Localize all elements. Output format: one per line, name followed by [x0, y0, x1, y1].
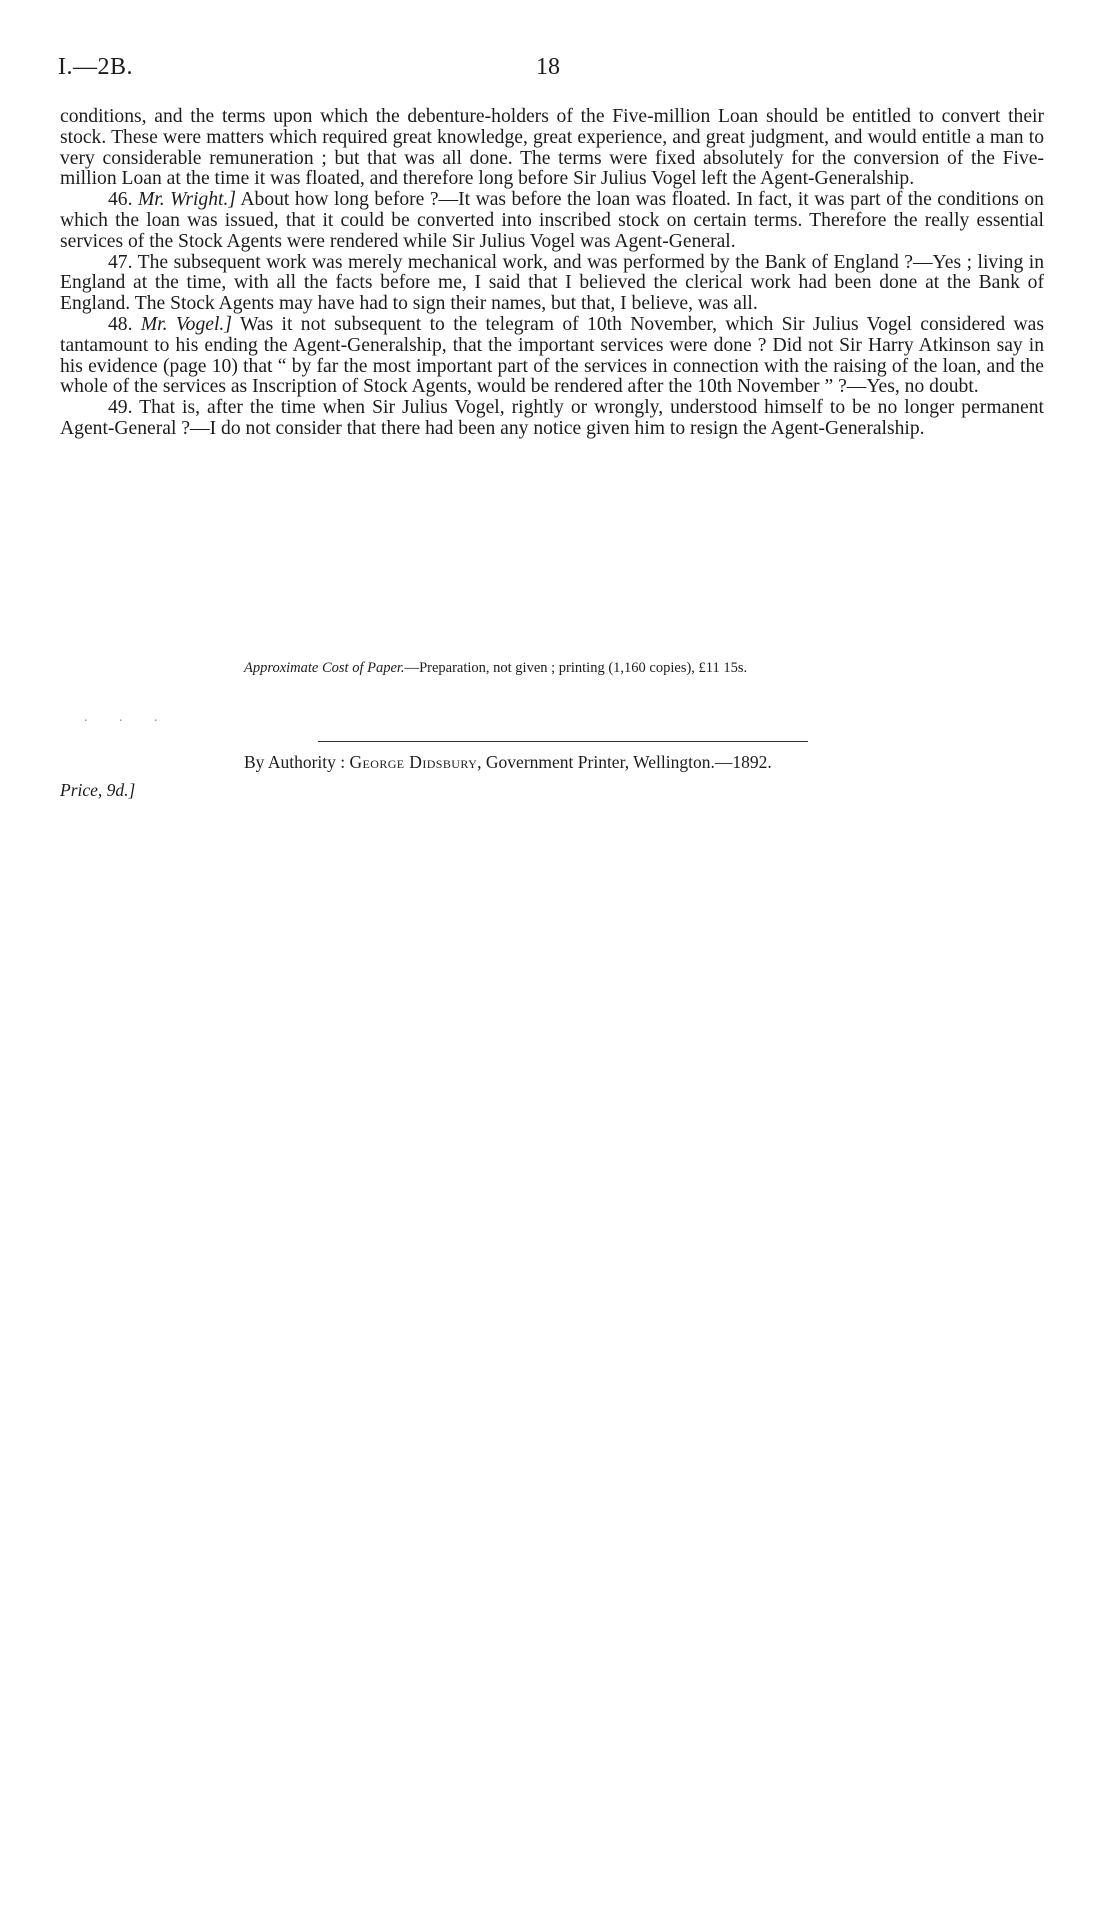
speaker-label: Mr. Vogel.] [140, 313, 232, 335]
paragraph-number: 49. [108, 397, 133, 419]
paragraph-text: conditions, and the terms upon which the debenture-holders of the Five-million Loan should be entitled to convert their stock. These were matters which required great knowledge, great experience, and great judgment, and would entitle a man to very considerable remuneration ; but that was all done. The terms were fixed absolutely for the conversion of the Five-million Loan at the time it was floated, and therefore long before Sir Julius Vogel left the Agent-Generalship. [60, 106, 1044, 190]
footer-divider [318, 741, 808, 742]
paragraph-48 [60, 315, 1044, 398]
paragraph-number: 46. [108, 189, 133, 211]
paragraph-number: 47. [108, 251, 133, 273]
page-header [58, 54, 1048, 88]
cost-of-paper-note [244, 660, 944, 677]
paragraph-text: That is, after the time when Sir Julius Vogel, rightly or wrongly, understood himself to be no longer permanent Agent-General ?—I do not consider that there had been any notice given him to resign the Agent-Generalship. [60, 397, 1044, 439]
paragraph-continuation [60, 107, 1044, 190]
paragraph-49 [60, 398, 1044, 440]
authority-prefix: By Authority : [244, 752, 350, 772]
cost-text: —Preparation, not given ; printing (1,160 copies), £11 15s. [404, 660, 748, 676]
paragraph-text: About how long before ?—It was before the loan was floated. In fact, it was part of the conditions on which the loan was issued, that it could be converted into inscribed stock on certain terms. Therefore the really essential services of the Stock Agents were rendered while Sir Julius Vogel was Agent-General. [60, 189, 1044, 252]
speaker-label: Mr. Wright.] [137, 189, 236, 211]
printer-authority [244, 752, 772, 773]
cost-label: Approximate Cost of Paper. [244, 660, 405, 676]
paragraph-46 [60, 190, 1044, 252]
printer-name: George Didsbury [349, 752, 478, 772]
page-number: 18 [536, 54, 560, 80]
body-text [60, 107, 1044, 440]
paragraph-text: Was it not subsequent to the telegram of 10th November, which Sir Julius Vogel considered was tantamount to his ending the Agent-Generalship, that the important services were done ? Did not Sir Harry Atkinson say in his evidence (page 10) that “ by far the most important part of the services in connection with the raising of the loan, and the whole of the services as Inscription of Stock Agents, would be rendered after the 10th November ” ?—Yes, no doubt. [60, 313, 1044, 398]
document-reference: I.—2B. [58, 54, 133, 80]
paragraph-number: 48. [108, 313, 133, 335]
price-label: Price, 9d.] [60, 780, 136, 800]
stray-marks: . . . [84, 710, 172, 725]
paragraph-text: The subsequent work was merely mechanical work, and was performed by the Bank of England ?—Yes ; living in England at the time, with all the facts before me, I said that I believed the clerical work had been done at the Bank of England. The Stock Agents may have had to sign their names, but that, I believe, was all. [60, 251, 1045, 315]
paragraph-47 [60, 253, 1044, 315]
authority-suffix: , Government Printer, Wellington.—1892. [477, 752, 772, 772]
